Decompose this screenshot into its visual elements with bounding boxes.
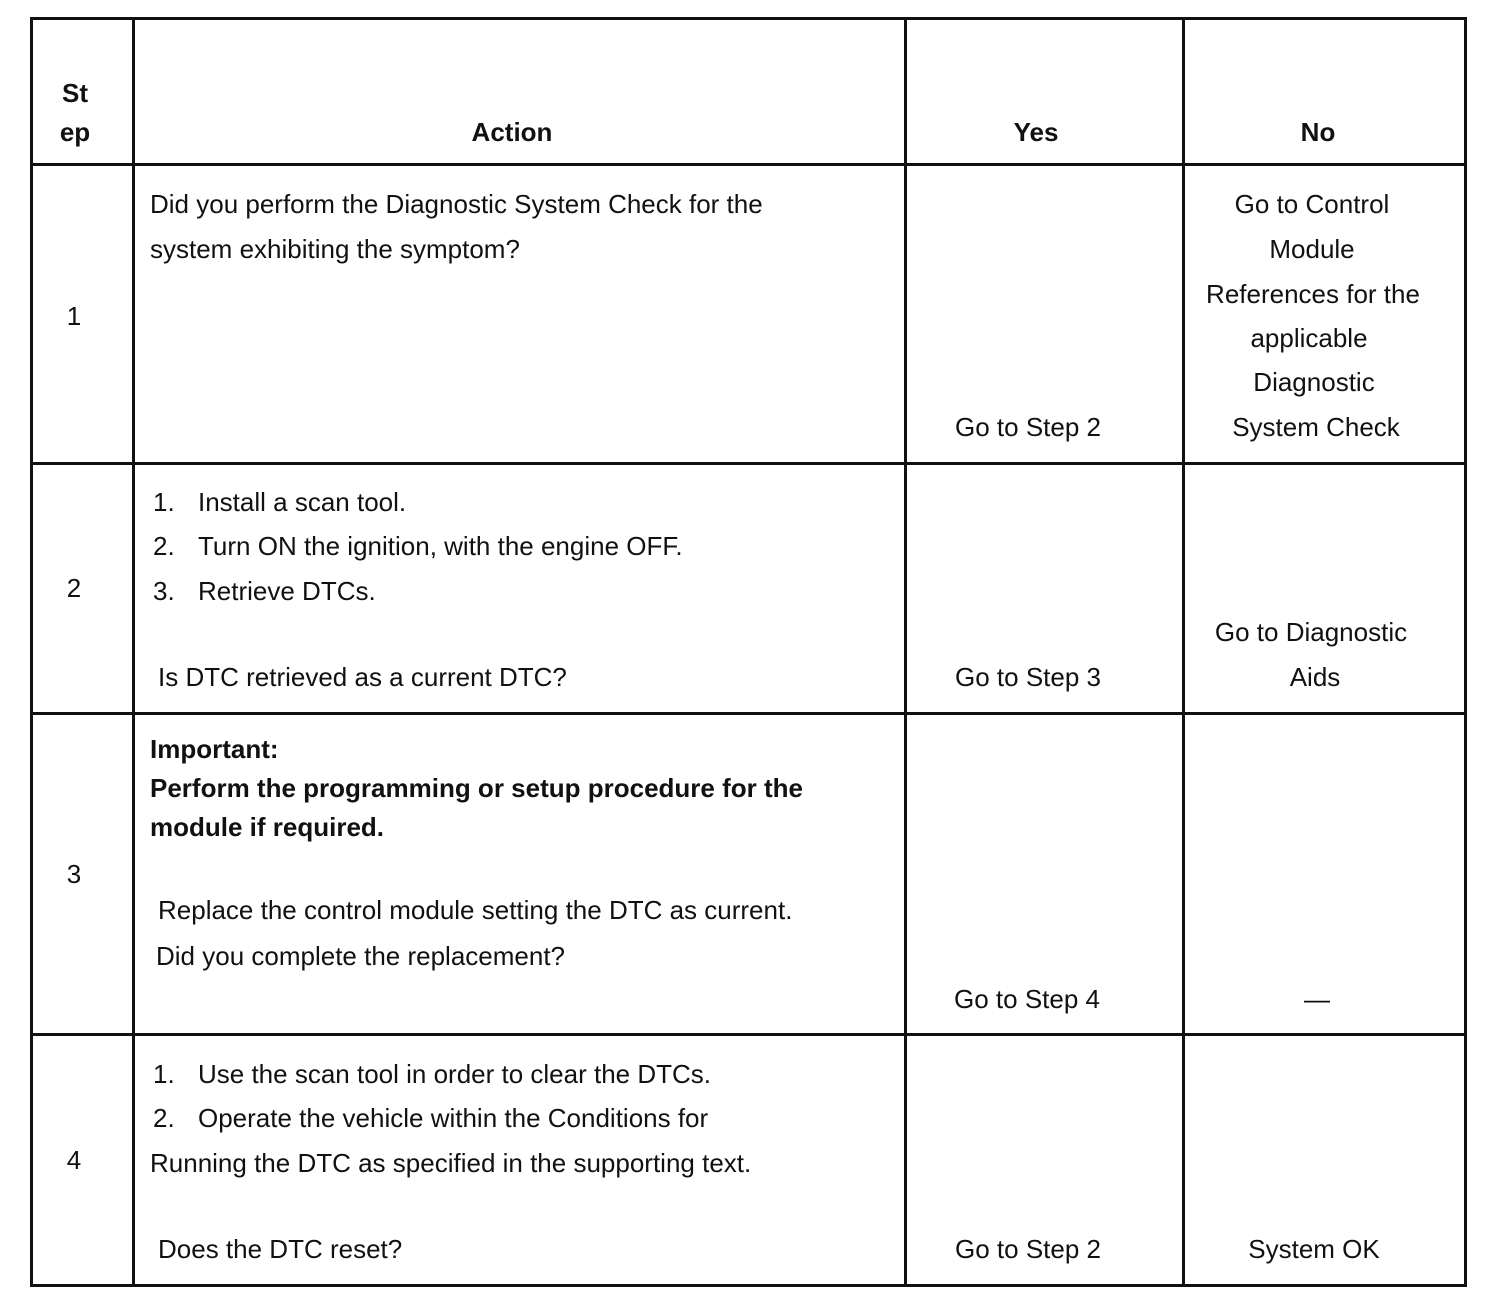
step-number: 4 bbox=[66, 1145, 82, 1175]
yes-result: Go to Step 2 bbox=[955, 412, 1101, 442]
yes-result: Go to Step 3 bbox=[955, 662, 1101, 692]
list-item: Turn ON the ignition, with the engine OFF. bbox=[198, 531, 683, 561]
list-number: 2. bbox=[153, 531, 175, 561]
header-yes: Yes bbox=[1013, 117, 1059, 147]
list-number: 3. bbox=[153, 576, 175, 606]
no-result: Module bbox=[1269, 234, 1355, 264]
list-item: Install a scan tool. bbox=[198, 487, 407, 517]
important-text: Perform the programming or setup procedure for the bbox=[150, 773, 803, 803]
no-result: — bbox=[1304, 984, 1330, 1014]
question-text: Does the DTC reset? bbox=[158, 1234, 403, 1264]
no-result: System OK bbox=[1248, 1234, 1380, 1264]
no-result: System Check bbox=[1232, 412, 1400, 442]
list-item: Retrieve DTCs. bbox=[198, 576, 376, 606]
row-divider-3 bbox=[30, 1033, 1467, 1036]
table-border-left bbox=[30, 17, 33, 1287]
table-border-top bbox=[30, 17, 1467, 20]
important-label: Important: bbox=[150, 734, 279, 764]
step-number: 1 bbox=[66, 301, 82, 331]
no-result: Go to Diagnostic bbox=[1214, 617, 1408, 647]
list-number: 2. bbox=[153, 1103, 175, 1133]
row-divider-2 bbox=[30, 712, 1467, 715]
header-step-line2: ep bbox=[59, 117, 91, 147]
step-number: 2 bbox=[66, 573, 82, 603]
action-text: system exhibiting the symptom? bbox=[150, 234, 520, 264]
yes-result: Go to Step 2 bbox=[955, 1234, 1101, 1264]
list-number: 1. bbox=[153, 1059, 175, 1089]
no-result: applicable bbox=[1250, 323, 1368, 353]
no-result: Diagnostic bbox=[1253, 367, 1375, 397]
action-text: Did you complete the replacement? bbox=[156, 941, 566, 971]
column-divider-action bbox=[904, 17, 907, 1287]
no-result: References for the bbox=[1206, 279, 1420, 309]
action-text: Replace the control module setting the DTC as current. bbox=[158, 895, 793, 925]
column-divider-yes bbox=[1182, 17, 1185, 1287]
action-text: Running the DTC as specified in the supporting text. bbox=[150, 1148, 752, 1178]
table-border-bottom bbox=[30, 1284, 1467, 1287]
yes-result: Go to Step 4 bbox=[954, 984, 1100, 1014]
table-border-right bbox=[1464, 17, 1467, 1287]
row-divider-1 bbox=[30, 462, 1467, 465]
action-text: Did you perform the Diagnostic System Check for the bbox=[150, 189, 763, 219]
list-item: Use the scan tool in order to clear the DTCs. bbox=[198, 1059, 712, 1089]
step-number: 3 bbox=[66, 859, 82, 889]
question-text: Is DTC retrieved as a current DTC? bbox=[158, 662, 567, 692]
column-divider-step bbox=[132, 17, 135, 1287]
header-action: Action bbox=[471, 117, 553, 147]
important-text: module if required. bbox=[150, 812, 385, 842]
header-no: No bbox=[1300, 117, 1336, 147]
list-item: Operate the vehicle within the Conditions for bbox=[198, 1103, 709, 1133]
no-result: Go to Control bbox=[1234, 189, 1390, 219]
list-number: 1. bbox=[153, 487, 175, 517]
header-divider bbox=[30, 163, 1467, 166]
no-result: Aids bbox=[1289, 662, 1341, 692]
header-step-line1: St bbox=[62, 78, 88, 108]
